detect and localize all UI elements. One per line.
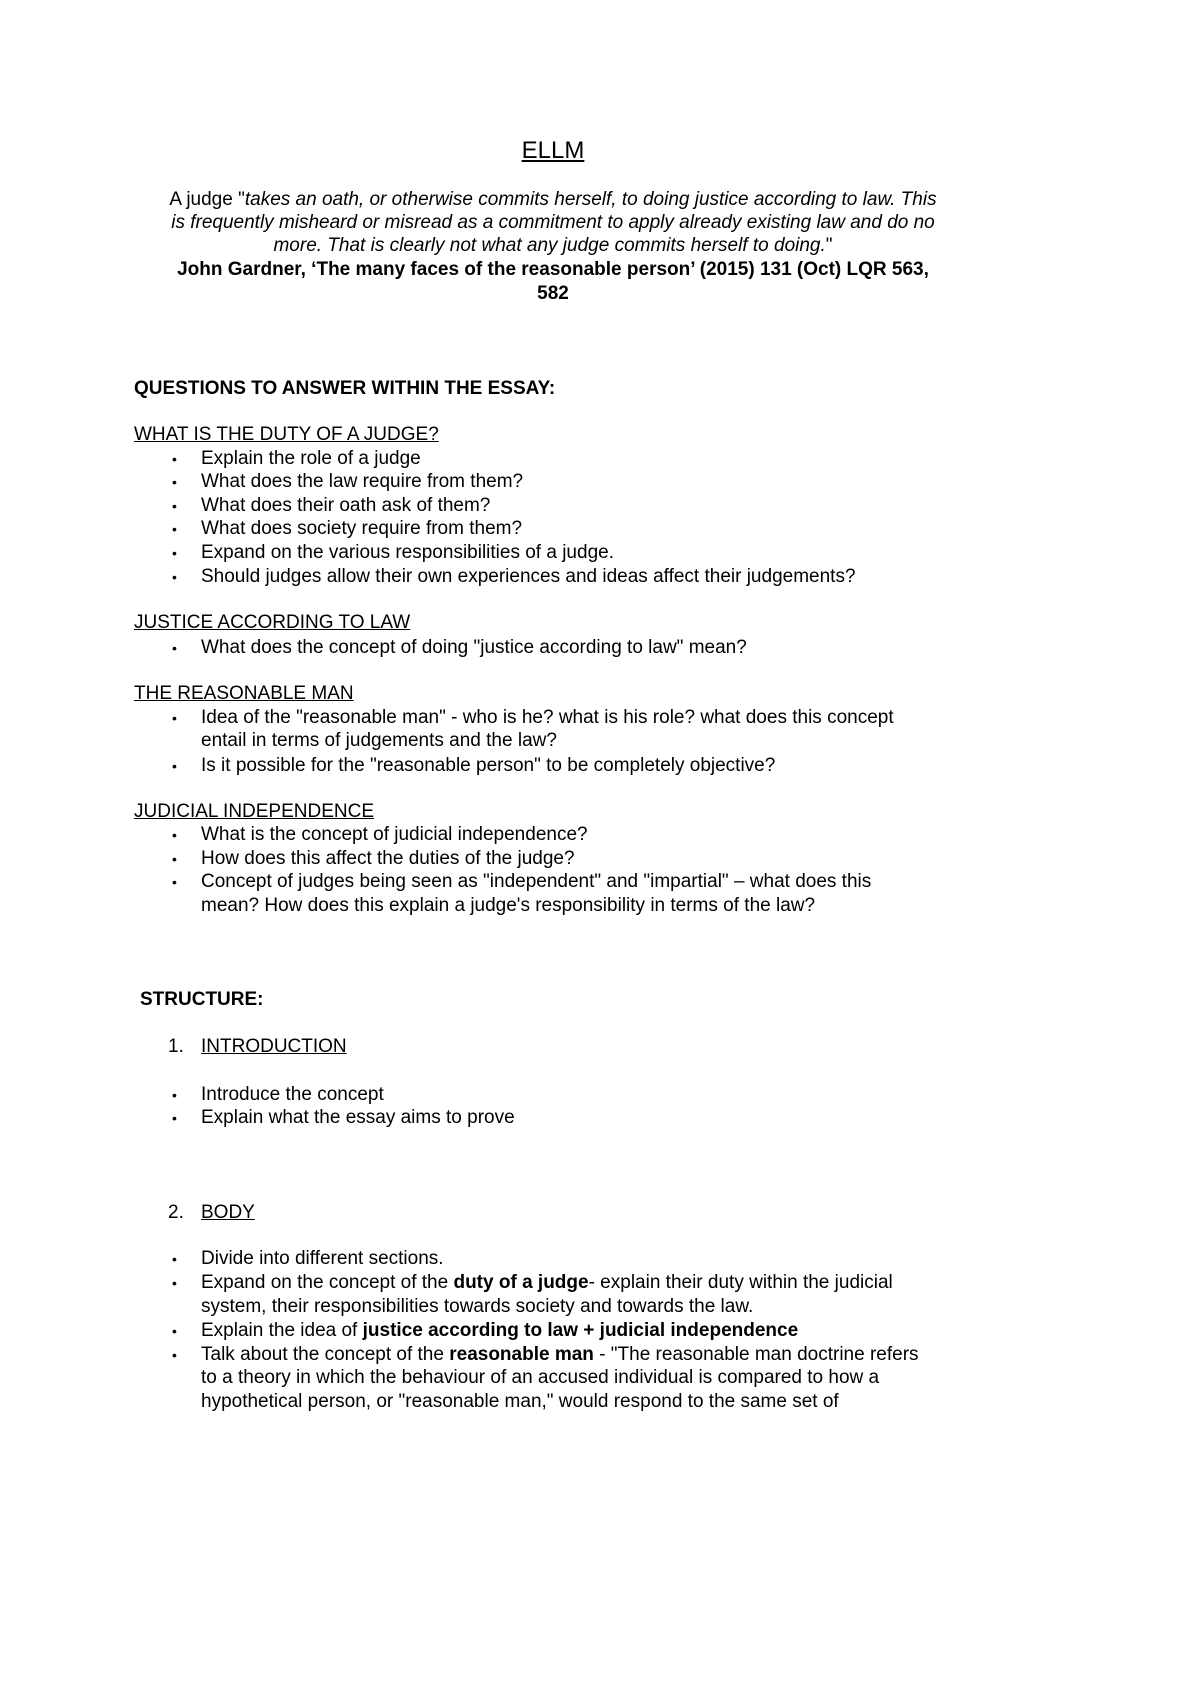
text: Explain the idea of — [201, 1320, 363, 1341]
bullet-icon: • — [172, 498, 177, 514]
list-item: What does the law require from them? — [201, 471, 524, 492]
bullet-icon: • — [172, 521, 177, 537]
list-item: Introduce the concept — [201, 1084, 384, 1105]
bullet-icon: • — [172, 451, 177, 467]
quote-suffix: " — [825, 235, 833, 256]
list-item — [201, 1319, 798, 1343]
bullet-icon: • — [172, 710, 177, 726]
bullet-icon: • — [172, 1323, 177, 1339]
text: - explain their duty within the judicial — [588, 1272, 893, 1293]
list-item: Expand on the various responsibilities of a judge. — [201, 542, 614, 563]
bold-text: duty of a judge — [453, 1272, 589, 1293]
questions-heading: QUESTIONS TO ANSWER WITHIN THE ESSAY: — [134, 378, 556, 399]
citation-line-2: 582 — [537, 283, 569, 304]
bullet-icon: • — [172, 758, 177, 774]
list-item: Should judges allow their own experiences and ideas affect their judgements? — [201, 566, 856, 587]
text: Expand on the concept of the — [201, 1272, 454, 1293]
bullet-icon: • — [172, 569, 177, 585]
bold-text: justice according to law + judicial independence — [362, 1320, 799, 1341]
bullet-icon: • — [172, 1251, 177, 1267]
list-item-continuation: entail in terms of judgements and the law? — [201, 730, 557, 751]
section-heading-duty: WHAT IS THE DUTY OF A JUDGE? — [134, 424, 439, 445]
list-item — [201, 1343, 919, 1367]
quote-prefix: A judge " — [169, 189, 245, 210]
list-item: Concept of judges being seen as "independent" and "impartial" – what does this — [201, 871, 872, 892]
text: Talk about the concept of the — [201, 1344, 450, 1365]
list-number: 2. — [168, 1202, 184, 1223]
text: - "The reasonable man doctrine refers — [593, 1344, 919, 1365]
list-item: Idea of the "reasonable man" - who is he? what is his role? what does this concept — [201, 707, 894, 728]
structure-item-body: BODY — [201, 1202, 255, 1223]
citation-line-1: John Gardner, ‘The many faces of the reasonable person’ (2015) 131 (Oct) LQR 563, — [177, 259, 929, 280]
list-item-continuation: hypothetical person, or "reasonable man," would respond to the same set of — [201, 1391, 839, 1412]
quote-line-2: is frequently misheard or misread as a commitment to apply already existing law and do no — [171, 212, 935, 233]
list-item — [201, 1271, 893, 1295]
bold-text: reasonable man — [449, 1344, 594, 1365]
bullet-icon: • — [172, 1347, 177, 1363]
section-heading-reasonable-man: THE REASONABLE MAN — [134, 683, 354, 704]
structure-heading: STRUCTURE: — [140, 989, 264, 1010]
document-title: ELLM — [521, 137, 585, 164]
quote-line-1 — [0, 188, 1106, 212]
list-item-continuation: system, their responsibilities towards society and towards the law. — [201, 1296, 754, 1317]
list-item-continuation: mean? How does this explain a judge's responsibility in terms of the law? — [201, 895, 816, 916]
bullet-icon: • — [172, 1110, 177, 1126]
bullet-icon: • — [172, 1087, 177, 1103]
list-item: Explain what the essay aims to prove — [201, 1107, 515, 1128]
bullet-icon: • — [172, 545, 177, 561]
list-item: What does society require from them? — [201, 518, 523, 539]
section-heading-justice: JUSTICE ACCORDING TO LAW — [134, 612, 411, 633]
quote-text: takes an oath, or otherwise commits herself, to doing justice according to law. This — [244, 189, 937, 210]
list-item-continuation: to a theory in which the behaviour of an accused individual is compared to how a — [201, 1367, 880, 1388]
list-item: What does their oath ask of them? — [201, 495, 491, 516]
bullet-icon: • — [172, 874, 177, 890]
list-number: 1. — [168, 1036, 184, 1057]
list-item: How does this affect the duties of the judge? — [201, 848, 575, 869]
section-heading-independence: JUDICIAL INDEPENDENCE — [134, 801, 375, 822]
list-item: What is the concept of judicial independence? — [201, 824, 588, 845]
bullet-icon: • — [172, 474, 177, 490]
quote-line-3 — [0, 234, 1106, 258]
list-item: Divide into different sections. — [201, 1248, 444, 1269]
quote-text: more. That is clearly not what any judge commits herself to doing. — [273, 235, 826, 256]
bullet-icon: • — [172, 1275, 177, 1291]
list-item: What does the concept of doing "justice according to law" mean? — [201, 637, 747, 658]
list-item: Explain the role of a judge — [201, 448, 421, 469]
bullet-icon: • — [172, 827, 177, 843]
bullet-icon: • — [172, 640, 177, 656]
bullet-icon: • — [172, 851, 177, 867]
list-item: Is it possible for the "reasonable person" to be completely objective? — [201, 755, 776, 776]
structure-item-introduction: INTRODUCTION — [201, 1036, 347, 1057]
